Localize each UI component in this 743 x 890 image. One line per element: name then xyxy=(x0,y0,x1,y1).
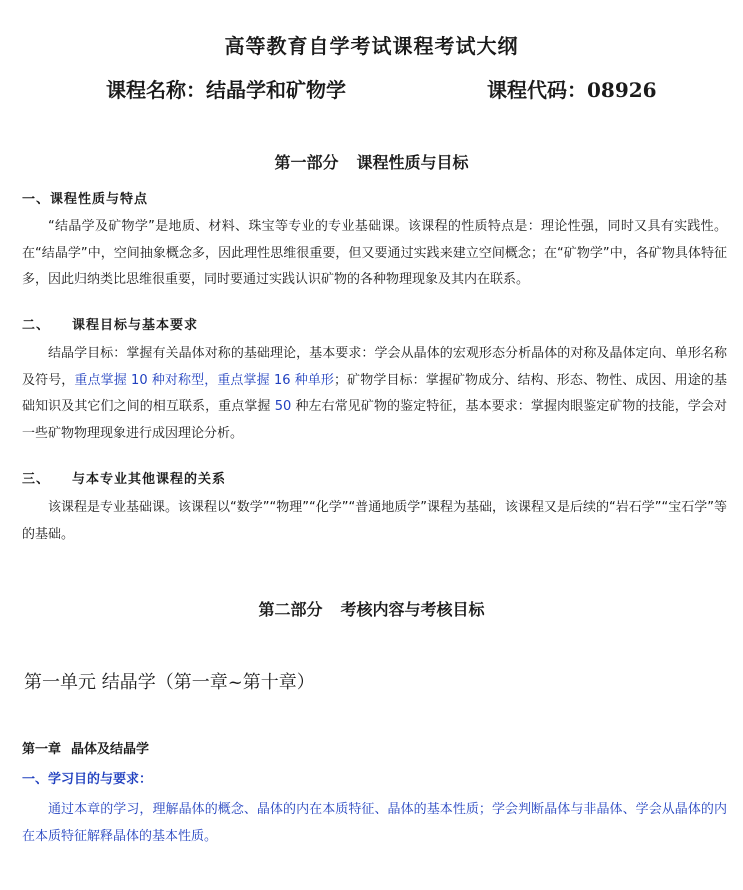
section3-number: 三、 xyxy=(22,472,51,487)
chapter-heading xyxy=(22,738,149,757)
chapter-title: 晶体及结晶学 xyxy=(71,742,150,757)
section1-paragraph: “结晶学及矿物学”是地质、材料、珠宝等专业的专业基础课。该课程的性质特点是：理论性强，同时又具有实践性。在“结晶学”中，空间抽象概念多，因此理性思维很重要，但又要通过实践来建立空间概念；在“矿物学”中，各矿物具体特征多，因此归纳类比思维很重要，同时要通过实践认识矿物的各种物理现象及其内在联系。 xyxy=(22,219,727,287)
course-name: 课程名称：结晶学和矿物学 xyxy=(106,78,346,102)
unit-title: 第一单元 结晶学（第一章~第十章） xyxy=(24,672,315,693)
section1-heading: 一、课程性质与特点 xyxy=(22,192,149,207)
section2-text-2: ；矿物学目标：掌握矿物成分、结构、形态、物性、成因、用途的基础知识及其它们之间的相互联系，重点掌握 xyxy=(22,372,727,414)
part2-heading xyxy=(0,597,743,620)
section3-paragraph: 该课程是专业基础课。该课程以“数学”“物理”“化学”“普通地质学”课程为基础，该课程又是后续的“岩石学”“宝石学”等的基础。 xyxy=(22,500,727,542)
part1-number: 第一部分 xyxy=(274,153,339,172)
chapter-number: 第一章 xyxy=(22,742,62,757)
section2-text-1: 结晶学目标：掌握有关晶体对称的基础理论，基本要求：学会从晶体的宏观形态分析晶体的对称及晶体定向、单形名称及符号， xyxy=(22,346,727,388)
section2-text-3: 种左右常见矿物的鉴定特征，基本要求：掌握肉眼鉴定矿物的技能，学会对一些矿物物理现象进行成因理论分析。 xyxy=(22,399,727,441)
part2-number: 第二部分 xyxy=(258,600,323,619)
section3-title: 与本专业其他课程的关系 xyxy=(72,472,227,487)
section2-emphasis-1: 重点掌握 10 种对称型，重点掌握 16 种单形 xyxy=(74,372,335,388)
section3-heading xyxy=(22,468,226,487)
section2-emphasis-2: 50 xyxy=(270,399,296,414)
section2-title: 课程目标与基本要求 xyxy=(72,318,199,333)
section2-number: 二、 xyxy=(22,318,51,333)
part1-title: 课程性质与目标 xyxy=(356,153,469,172)
learning-goals-heading: 一、学习目的与要求： xyxy=(22,772,153,787)
course-code: 课程代码：08926 xyxy=(487,78,657,102)
course-info xyxy=(0,74,743,104)
part2-title: 考核内容与考核目标 xyxy=(340,600,485,619)
section2-paragraph xyxy=(22,341,727,447)
section2-heading xyxy=(22,314,198,333)
document-title: 高等教育自学考试课程考试大纲 xyxy=(224,34,519,58)
learning-goals-paragraph: 通过本章的学习，理解晶体的概念、晶体的内在本质特征、晶体的基本性质；学会判断晶体与非晶体、学会从晶体的内在本质特征解释晶体的基本性质。 xyxy=(22,802,727,844)
part1-heading xyxy=(0,150,743,173)
